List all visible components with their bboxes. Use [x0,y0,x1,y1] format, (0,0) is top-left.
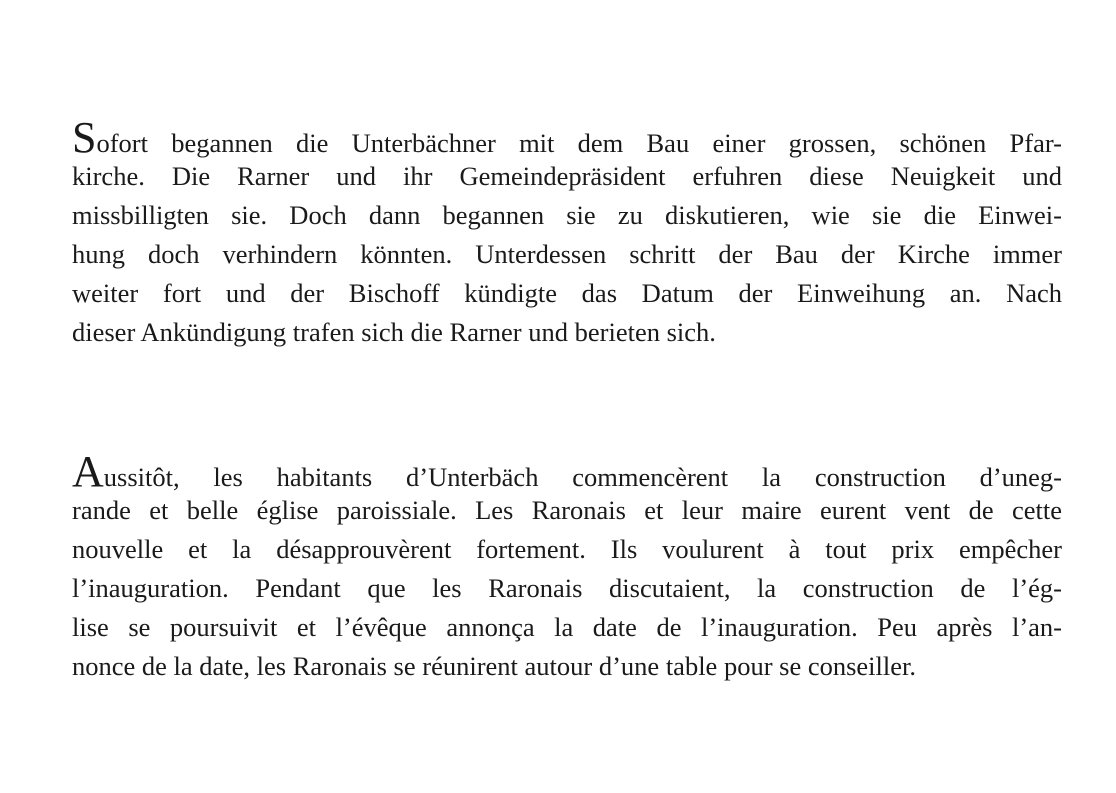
line-text: ussitôt, les habitants d’Unterbäch commencèrent la construction d’uneg- [103,462,1062,492]
text-line: missbilligten sie. Doch dann begannen sie zu diskutieren, wie sie die Einwei- [72,200,1062,230]
text-line: rande et belle église paroissiale. Les Raronais et leur maire eurent vent de cette [72,495,1062,525]
text-line: l’inauguration. Pendant que les Raronais discutaient, la construction de l’ég- [72,573,1062,603]
text-line: weiter fort und der Bischoff kündigte das Datum der Einweihung an. Nach [72,278,1062,308]
text-line: kirche. Die Rarner und ihr Gemeindepräsident erfuhren diese Neuigkeit und [72,161,1062,191]
text-line [72,447,1062,496]
text-line [72,113,1062,162]
paragraph-french [72,447,1062,686]
text-line: nouvelle et la désapprouvèrent fortement. Ils voulurent à tout prix empêcher [72,534,1062,564]
drop-cap: A [72,447,104,496]
text-line: lise se poursuivit et l’évêque annonça la date de l’inauguration. Peu après l’an- [72,612,1062,642]
text-line: dieser Ankündigung trafen sich die Rarner und berieten sich. [72,317,716,347]
line-text: ofort begannen die Unterbächner mit dem Bau einer grossen, schönen Pfar- [96,128,1062,158]
text-line: hung doch verhindern könnten. Unterdessen schritt der Bau der Kirche immer [72,239,1062,269]
drop-cap: S [72,113,97,162]
paragraph-german [72,113,1062,352]
text-line: nonce de la date, les Raronais se réunirent autour d’une table pour se conseiller. [72,651,917,681]
